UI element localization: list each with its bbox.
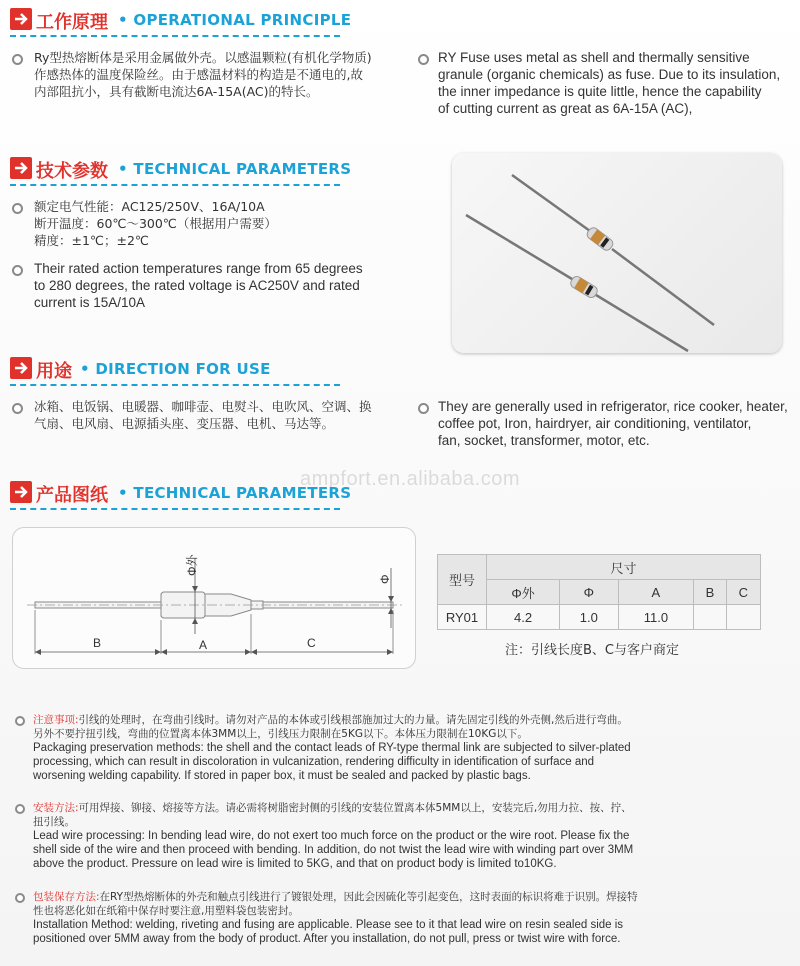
section-title-en: • DIRECTION FOR USE — [80, 360, 271, 378]
row-value — [694, 605, 726, 630]
spec-table — [437, 554, 761, 630]
col-a: A — [618, 580, 694, 605]
product-photo — [452, 153, 782, 353]
technical-drawing — [12, 527, 416, 669]
bullet-icon — [12, 265, 23, 276]
col-c: C — [726, 580, 760, 605]
fuse-icon — [466, 175, 714, 351]
arrow-icon — [10, 357, 32, 379]
dim-b: B — [93, 636, 102, 650]
col-phi: Φ — [560, 580, 618, 605]
section-title-zh: 用途 — [36, 361, 72, 382]
arrow-icon — [10, 157, 32, 179]
note-label: 安装方法: — [33, 802, 79, 814]
section-title-zh: 产品图纸 — [36, 485, 108, 506]
bullet-icon — [418, 403, 429, 414]
bullet-icon — [12, 203, 23, 214]
note-label: 包装保存方法: — [33, 891, 100, 903]
bullet-icon — [418, 54, 429, 65]
table-header-size: 尺寸 — [487, 555, 761, 580]
note-block: 包装保存方法:在RY型热熔断体的外壳和触点引线进行了镀银处理，因此会因硫化等引起变色，这时表面的标识将难于识别。焊接特 性也将恶化如在纸箱中保存时要注意,用塑料袋包装密封。 Installation Method: welding, riveting and fusing are applicable. Please see to it that lead wire on resin sealed side is positioned over 5MM away from the body of product. After you installation, do not pull, press or twist wire with force. — [33, 891, 638, 945]
dim-c: C — [307, 636, 316, 650]
col-b: B — [694, 580, 726, 605]
bullet-icon — [12, 54, 23, 65]
section-title-en: • TECHNICAL PARAMETERS — [118, 160, 352, 178]
use-en: They are generally used in refrigerator, rice cooker, heater, coffee pot, Iron, hairdryer, air conditioning, ventilator, fan, socket, transformer, motor, etc. — [438, 399, 788, 448]
principle-en: RY Fuse uses metal as shell and thermally sensitive granule (organic chemicals) as fuse. Due to its insulation, the inner impedance is quite little, hence the capability of cutting current as great as 6A-15A (AC), — [438, 50, 781, 116]
bullet-icon — [12, 403, 23, 414]
section-title-en: • TECHNICAL PARAMETERS — [118, 484, 352, 502]
row-value: 4.2 — [487, 605, 560, 630]
use-zh: 冰箱、电饭锅、电暖器、咖啡壶、电熨斗、电吹风、空调、换 气扇、电风扇、电源插头座、变压器、电机、马达等。 — [34, 399, 372, 431]
row-value — [726, 605, 760, 630]
table-row — [438, 605, 761, 630]
dim-phi-outer: Φ外 — [185, 554, 199, 576]
dim-a: A — [199, 638, 208, 652]
table-header-model: 型号 — [438, 555, 487, 605]
arrow-icon — [10, 481, 32, 503]
bullet-icon — [15, 804, 25, 814]
watermark: ampfort.en.alibaba.com — [300, 468, 521, 490]
note-block: 安装方法:可用焊接、铆接、熔接等方法。请必需将树脂密封侧的引线的安装位置离本体5MM以上，安装完后,勿用力拉、按、拧、 扭引线。 Lead wire processing: In bending lead wire, do not exert too much force on the product or the wire root. Please fix the shell side of the wire and then proceed with bending. In addition, do not twist the lead wire with winding part over 3MM above the product. Pressure on lead wire is limited to 5KG, and that on product body is limited to10KG. — [33, 802, 634, 870]
dim-phi: Φ — [378, 574, 392, 584]
section-title-en: • OPERATIONAL PRINCIPLE — [118, 11, 352, 29]
section-title-zh: 工作原理 — [36, 12, 108, 33]
table-note: 注：引线长度B、C与客户商定 — [505, 643, 679, 658]
row-value: 11.0 — [618, 605, 694, 630]
params-en: Their rated action temperatures range from 65 degrees to 280 degrees, the rated voltage is AC250V and rated current is 15A/10A — [34, 261, 363, 310]
arrow-icon — [10, 8, 32, 30]
col-phi-outer: Φ外 — [487, 580, 560, 605]
bullet-icon — [15, 893, 25, 903]
note-block: 注意事项:引线的处理时，在弯曲引线时。请勿对产品的本体或引线根部施加过大的力量。请先固定引线的外壳侧,然后进行弯曲。 另外不要拧扭引线，弯曲的位置离本体3MM以上，引线压力限制在5KG以下。本体压力限制在10KG以下。 Packaging preservation methods: the shell and the contact leads of RY-type thermal link are subjected to silver-plated processing, which can result in discoloration in vulcanization, rendering difficulty in identification of surface and worsening welding capability. If stored in paper box, it must be sealed and packed by plastic bags. — [33, 714, 631, 782]
principle-zh: Ry型热熔断体是采用金属做外壳。以感温颗粒(有机化学物质) 作感热体的温度保险丝。由于感温材料的构造是不通电的,故 内部阻抗小，具有截断电流达6A-15A(AC)的特长。 — [34, 50, 372, 99]
params-zh: 额定电气性能：AC125/250V、16A/10A 断开温度：60℃～300℃（根据用户需要） 精度：±1℃；±2℃ — [34, 199, 277, 248]
bullet-icon — [15, 716, 25, 726]
section-title-zh: 技术参数 — [36, 161, 108, 182]
row-model: RY01 — [438, 605, 487, 630]
note-label: 注意事项: — [33, 714, 79, 726]
row-value: 1.0 — [560, 605, 618, 630]
